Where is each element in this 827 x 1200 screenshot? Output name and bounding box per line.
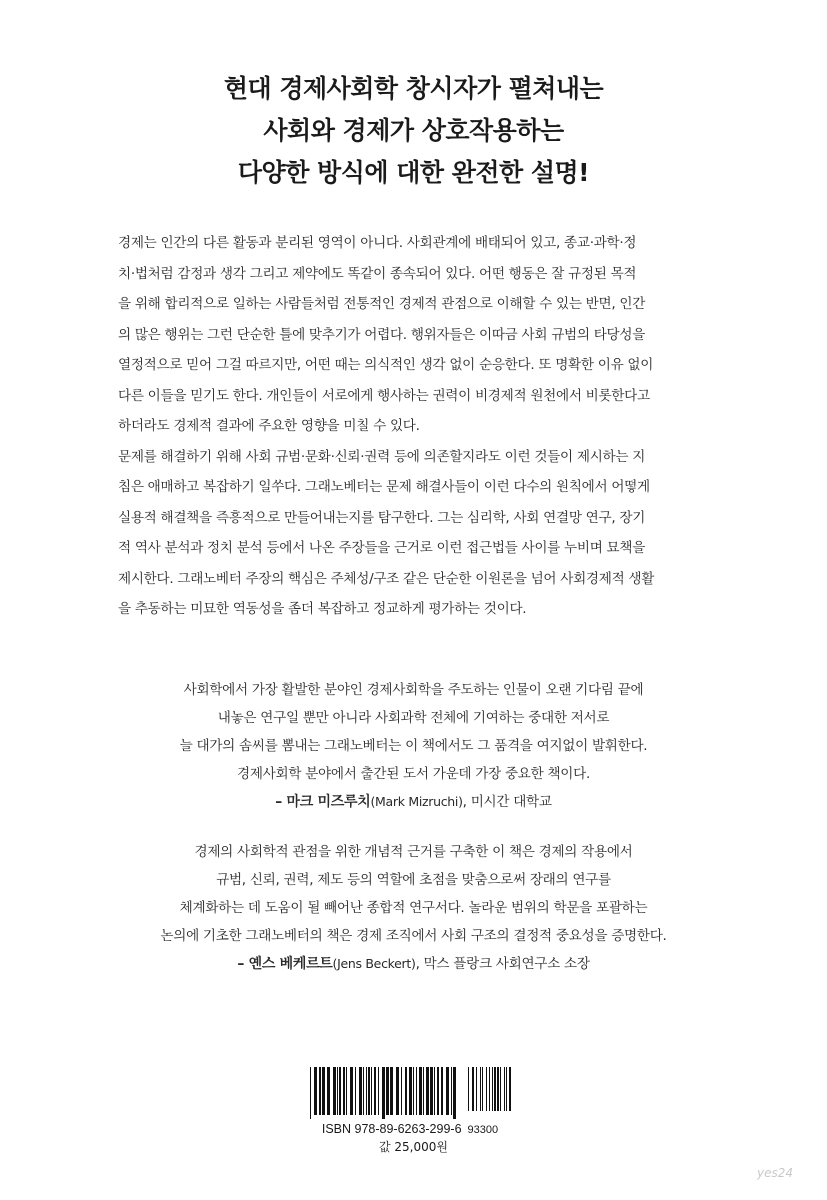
barcode-bar [401,1067,402,1115]
description-line: 다른 이들을 믿기도 한다. 개인들이 서로에게 행사하는 권력이 비경제적 원천에서 비롯한다고 [118,387,650,404]
quote-attribution [0,788,827,816]
isbn-addon: 93300 [467,1124,499,1136]
barcode-bar [430,1067,433,1115]
barcode-bar [310,1067,311,1119]
book-description [118,228,716,625]
barcode-bar [378,1067,379,1115]
barcode-bar [405,1067,407,1115]
description-line: 제시한다. 그래노베터 주장의 핵심은 주체성/구조 같은 단순한 이원론을 넘어 사회경제적 생활 [118,570,655,587]
barcode-bar [482,1067,483,1111]
description-line: 문제를 해결하기 위해 사회 규범·문화·신뢰·권력 등에 의존할지라도 이런 것들이 제시하는 지 [118,448,646,465]
barcode-bar [500,1067,501,1111]
barcode-bar [322,1067,325,1115]
description-line: 하더라도 경제적 결과에 주요한 영향을 미칠 수 있다. [118,418,420,434]
author-name-en: (Jens Beckert) [332,956,416,971]
barcode-bar [453,1067,456,1119]
isbn-barcode [308,1067,512,1136]
barcode-bar [413,1067,414,1115]
headline-line-3: 다양한 방식에 대한 완전한 설명! [237,158,590,187]
quote-line: 규범, 신뢰, 권력, 제도 등의 역할에 초점을 맞춤으로써 장래의 연구를 [216,872,611,888]
description-line: 을 위해 합리적으로 일하는 사람들처럼 전통적인 경제적 관점으로 이해할 수 있는 반면, 인간 [118,296,646,312]
barcode-bar [327,1067,330,1115]
barcode-bar [363,1067,364,1115]
barcode-bar [319,1067,321,1115]
barcode-bar [504,1067,505,1111]
barcode-bar [441,1067,443,1115]
barcode-bars [308,1067,512,1119]
endorsement-quote-1 [0,676,827,816]
description-line: 을 추동하는 미묘한 역동성을 좀더 복잡하고 정교하게 평가하는 것이다. [118,601,527,617]
description-line: 경제는 인간의 다른 활동과 분리된 영역이 아니다. 사회관계에 배태되어 있고, 종교·과학·정 [118,235,637,251]
quote-attribution [0,950,827,978]
barcode-bar [382,1067,385,1119]
author-name-ko: – 마크 미즈루치 [275,794,371,810]
barcode-bar [355,1067,356,1115]
barcode-bar [468,1067,469,1111]
barcode-bar [494,1067,496,1111]
barcode-bar [346,1067,347,1115]
barcode-bar [509,1067,511,1111]
barcode-bar [371,1067,372,1115]
quote-line: 경제의 사회학적 관점을 위한 개념적 근거를 구축한 이 책은 경제의 작용에서 [194,844,633,860]
barcode-bar [366,1067,367,1115]
barcode-bar [409,1067,412,1115]
quote-line: 체계화하는 데 도움이 될 빼어난 종합적 연구서다. 놀라운 범위의 학문을 포괄하는 [179,900,648,916]
barcode-bar [451,1067,452,1115]
barcode-bar [314,1067,317,1115]
barcode-bar [426,1067,429,1115]
description-line: 의 많은 행위는 그런 단순한 틀에 맞추기가 어렵다. 행위자들은 이따금 사회 규범의 타당성을 [118,326,646,343]
endorsement-quote-2 [0,838,827,978]
barcode-bar [423,1067,424,1115]
price: 값 25,000원 [379,1140,448,1154]
barcode-bar [343,1067,345,1115]
author-name-en: (Mark Mizruchi) [370,794,463,809]
quote-line: 늘 대가의 솜씨를 뽐내는 그래노베터는 이 책에서도 그 품격을 여지없이 발휘한다. [179,738,648,754]
barcode-bar [333,1067,336,1115]
author-affiliation: , 미시간 대학교 [462,794,552,810]
barcode-bar [486,1067,487,1111]
barcode-bar [374,1067,376,1115]
barcode-bar [396,1067,399,1115]
barcode-bar [419,1067,422,1115]
barcode-bar [337,1067,338,1115]
barcode-bar [368,1067,370,1115]
description-line: 적 역사 분석과 정치 분석 등에서 나온 주장들을 근거로 이런 접근법들 사이를 누비며 묘책을 [118,540,646,556]
headline [0,68,827,194]
watermark: yes24 [757,1166,794,1180]
headline-line-2: 사회와 경제가 상호작용하는 [263,116,564,145]
barcode-bar [489,1067,490,1111]
barcode-bar [359,1067,362,1115]
barcode-bar [506,1067,507,1111]
headline-line-1: 현대 경제사회학 창시자가 펼쳐내는 [223,74,604,103]
barcode-bar [472,1067,474,1111]
barcode-bar [446,1067,449,1115]
barcode-bar [480,1067,481,1111]
barcode-bar [416,1067,417,1115]
barcode-bar [492,1067,493,1111]
barcode-bar [390,1067,393,1115]
quote-line: 사회학에서 가장 활발한 분야인 경제사회학을 주도하는 인물이 오랜 기다림 끝에 [183,682,644,698]
barcode-bar [350,1067,353,1115]
barcode-bar [476,1067,477,1111]
isbn-number [308,1122,512,1136]
barcode-bar [434,1067,435,1115]
description-line: 실용적 해결책을 즉흥적으로 만들어내는지를 탐구한다. 그는 심리학, 사회 연결망 연구, 장기 [118,509,646,526]
description-line: 열정적으로 믿어 그걸 따르지만, 어떤 때는 의식적인 생각 없이 순응한다. 또 명확한 이유 없이 [118,357,654,373]
isbn-label: ISBN 978-89-6263-299-6 [321,1122,462,1136]
description-line: 치·법처럼 감정과 생각 그리고 제약에도 똑같이 종속되어 있다. 어떤 행동은 잘 규정된 목적 [118,265,637,282]
barcode-bar [386,1067,389,1115]
author-affiliation: , 막스 플랑크 사회연구소 소장 [415,956,590,972]
quote-line: 내놓은 연구일 뿐만 아니라 사회과학 전체에 기여하는 중대한 저서로 [217,710,610,726]
quote-line: 논의에 기초한 그래노베터의 책은 경제 조직에서 사회 구조의 결정적 중요성을 증명한다. [160,928,667,944]
description-line: 침은 애매하고 복잡하기 일쑤다. 그래노베터는 문제 해결사들이 이런 다수의 원칙에서 어떻게 [118,479,650,495]
barcode-bar [339,1067,341,1115]
author-name-ko: – 옌스 베케르트 [237,956,333,972]
quote-line: 경제사회학 분야에서 출간된 도서 가운데 가장 중요한 책이다. [237,766,590,782]
barcode-bar [497,1067,499,1111]
barcode-bar [437,1067,439,1115]
